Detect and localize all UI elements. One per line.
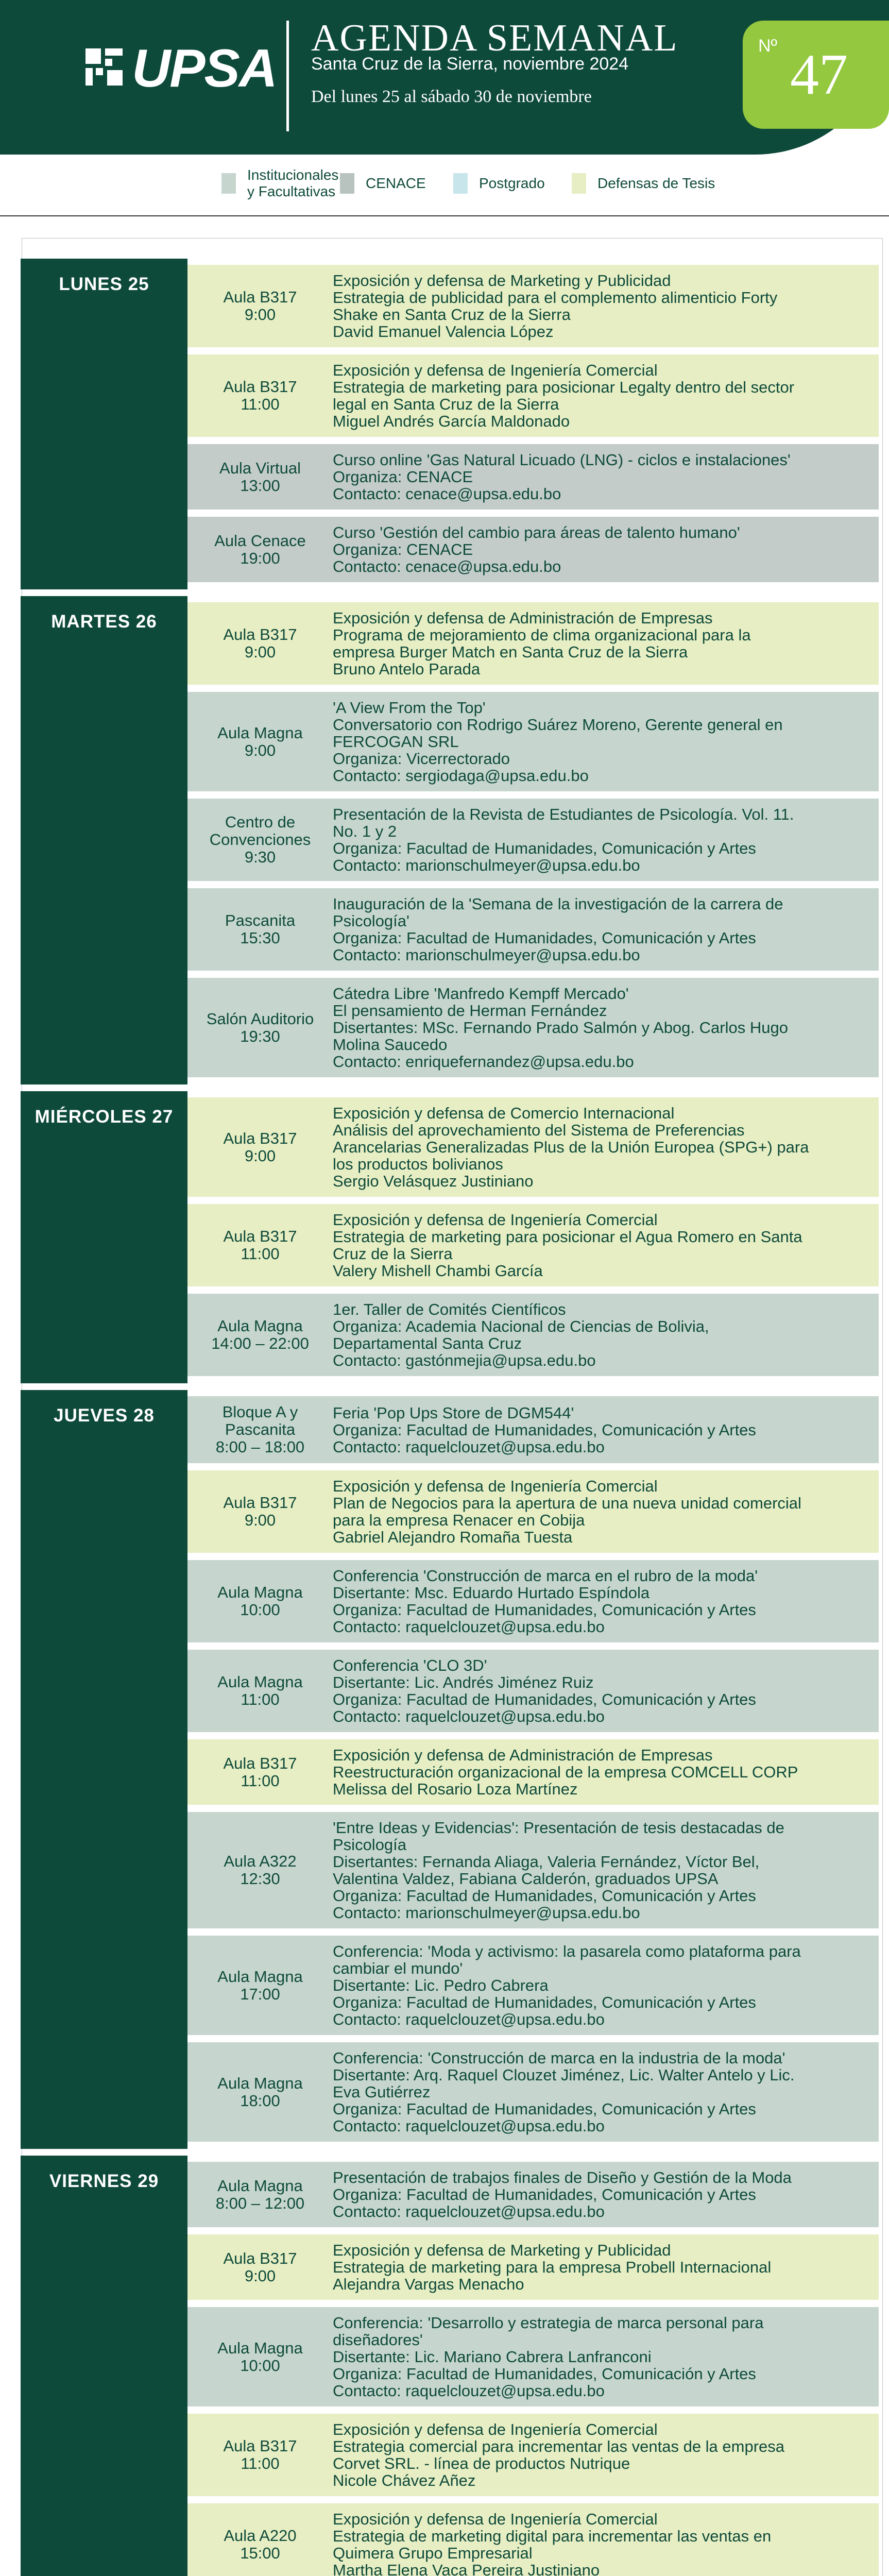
event-description-line: Contacto: cenace@upsa.edu.bo <box>333 557 561 575</box>
event-description-line: Contacto: cenace@upsa.edu.bo <box>333 485 561 503</box>
event-location-line: 11:00 <box>241 2454 280 2472</box>
event-description-line: Melissa del Rosario Loza Martínez <box>333 1780 578 1798</box>
event-description-line: Exposición y defensa de Comercio Internacional <box>333 1104 675 1122</box>
event-description-line: Conversatorio con Rodrigo Suárez Moreno, Gerente general en FERCOGAN SRL <box>333 716 783 751</box>
event-location-line: Aula B317 <box>223 288 297 306</box>
event-description-line: 'A View From the Top' <box>333 699 486 717</box>
event-description-line: Exposición y defensa de Administración de Empresas <box>333 1746 713 1764</box>
event-description-line: Conferencia: 'Moda y activismo: la pasarela como plataforma para cambiar el mundo' <box>333 1942 801 1977</box>
event-location-line: Aula A220 <box>224 2527 297 2545</box>
legend-label-line: Defensas de Tesis <box>597 175 715 191</box>
event-description <box>333 1478 822 1546</box>
event-description-line: Disertantes: Fernanda Aliaga, Valeria Fernández, Víctor Bel, Valentina Valdez, Fabiana Calderón, graduados UPSA <box>333 1853 760 1888</box>
event-row <box>187 2503 879 2576</box>
event-location-line: Aula B317 <box>223 1227 297 1245</box>
legend-swatch <box>572 173 586 194</box>
event-row <box>187 2414 879 2496</box>
event-location-line: Aula Virtual <box>219 459 301 477</box>
event-description <box>333 2511 822 2576</box>
event-row <box>187 692 879 791</box>
event-row <box>187 354 879 437</box>
event-location-line: Aula B317 <box>223 625 297 643</box>
event-description <box>333 1943 822 2028</box>
event-description-line: Conferencia 'CLO 3D' <box>333 1656 487 1674</box>
event-description-line: Análisis del aprovechamiento del Sistema de Preferencias Arancelarias Generalizadas Plus de la Unión Europea (SPG+) para los productos bolivianos <box>333 1121 809 1173</box>
event-description-line: Disertantes: MSc. Fernando Prado Salmón y Abog. Carlos Hugo Molina Saucedo <box>333 1019 788 1054</box>
event-location-line: 8:00 – 18:00 <box>215 1438 305 1456</box>
event-location-line: Aula B317 <box>223 1129 297 1147</box>
event-location-time <box>187 2527 333 2562</box>
event-location-line: Aula Magna <box>217 1673 303 1691</box>
event-description-line: Organiza: Facultad de Humanidades, Comunicación y Artes <box>333 1690 756 1708</box>
event-description-line: Estrategia de marketing digital para incrementar las ventas en Quimera Grupo Empresarial <box>333 2527 772 2562</box>
event-description-line: Estrategia de marketing para posicionar el Agua Romero en Santa Cruz de la Sierra <box>333 1228 802 1263</box>
event-location-line: 9:00 <box>244 2266 276 2285</box>
event-location-line: Aula Magna <box>217 1967 303 1986</box>
event-row <box>187 265 879 347</box>
event-location-line: 17:00 <box>240 1985 280 2003</box>
event-description-line: Exposición y defensa de Ingeniería Comercial <box>333 2420 658 2438</box>
event-description-line: Contacto: raquelclouzet@upsa.edu.bo <box>333 2382 605 2400</box>
event-location-time <box>187 1968 333 2003</box>
event-description <box>333 895 822 963</box>
legend-label-line: y Facultativas <box>247 183 336 199</box>
event-location-line: Aula Magna <box>217 723 303 742</box>
issue-number-badge <box>743 21 889 129</box>
event-row <box>187 978 879 1077</box>
event-location-line: 11:00 <box>241 1245 280 1263</box>
day-name: MIÉRCOLES 27 <box>35 1107 174 1127</box>
legend-label-line: CENACE <box>366 175 426 191</box>
event-row <box>187 888 879 971</box>
issue-number-prefix: Nº <box>758 36 777 56</box>
event-description-line: Plan de Negocios para la apertura de una nueva unidad comercial para la empresa Renacer en Cobija <box>333 1494 801 1529</box>
event-description-line: Exposición y defensa de Marketing y Publicidad <box>333 2241 671 2259</box>
event-row <box>187 1560 879 1642</box>
event-description-line: Conferencia: 'Desarrollo y estrategia de marca personal para diseñadores' <box>333 2314 764 2349</box>
event-description <box>333 272 822 340</box>
event-location-line: 13:00 <box>240 476 280 495</box>
event-description-line: Cátedra Libre 'Manfredo Kempff Mercado' <box>333 985 629 1003</box>
event-description-line: Exposición y defensa de Ingeniería Comercial <box>333 1211 658 1229</box>
event-row <box>187 1204 879 1286</box>
event-description-line: Reestructuración organizacional de la empresa COMCELL CORP <box>333 1763 798 1781</box>
event-location-line: Aula Cenace <box>214 531 306 550</box>
event-description-line: Exposición y defensa de Ingeniería Comercial <box>333 2510 658 2528</box>
event-description-line: Organiza: Academia Nacional de Ciencias de Bolivia, Departamental Santa Cruz <box>333 1317 709 1352</box>
event-description-line: Contacto: sergiodaga@upsa.edu.bo <box>333 767 589 785</box>
event-location-line: 9:30 <box>244 848 276 866</box>
event-description-line: Exposición y defensa de Ingeniería Comercial <box>333 361 658 379</box>
event-location-line: 19:30 <box>240 1027 280 1045</box>
event-description-line: Presentación de trabajos finales de Diseño y Gestión de la Moda <box>333 2168 792 2187</box>
upsa-logo <box>82 39 277 102</box>
legend-item <box>340 164 426 203</box>
event-location-line: Aula B317 <box>223 2437 297 2455</box>
event-location-line: 14:00 – 22:00 <box>211 1334 309 1352</box>
event-row <box>187 602 879 685</box>
event-location-line: 9:00 <box>244 741 276 759</box>
event-description <box>333 1567 822 1635</box>
event-location-line: 10:00 <box>240 2356 280 2375</box>
event-description-line: Martha Elena Vaca Pereira Justiniano <box>333 2561 600 2576</box>
event-row <box>187 2042 879 2142</box>
legend-label <box>247 167 338 200</box>
day-events <box>187 1390 879 2149</box>
event-row <box>187 1650 879 1732</box>
event-row <box>187 2307 879 2406</box>
event-description-line: Bruno Antelo Parada <box>333 660 481 678</box>
legend <box>0 164 889 203</box>
event-location-line: Aula B317 <box>223 2249 297 2267</box>
event-description <box>333 362 822 430</box>
day-block <box>21 1091 879 1383</box>
event-description-line: Alejandra Vargas Menacho <box>333 2275 524 2293</box>
event-location-time <box>187 1010 333 1045</box>
event-description-line: Curso 'Gestión del cambio para áreas de talento humano' <box>333 523 740 541</box>
event-description <box>333 806 822 874</box>
event-location-time <box>187 2075 333 2110</box>
event-location-line: Aula Magna <box>217 1583 303 1601</box>
weekly-schedule <box>21 259 879 2576</box>
event-description-line: Curso online 'Gas Natural Licuado (LNG) - ciclos e instalaciones' <box>333 451 791 469</box>
event-description-line: Exposición y defensa de Administración de Empresas <box>333 609 713 627</box>
agenda-title: AGENDA SEMANAL <box>311 17 678 59</box>
event-location-line: 10:00 <box>240 1601 280 1619</box>
event-location-time <box>187 532 333 567</box>
event-description-line: Feria 'Pop Ups Store de DGM544' <box>333 1403 574 1422</box>
event-location-time <box>187 1130 333 1165</box>
event-description-line: Organiza: Facultad de Humanidades, Comunicación y Artes <box>333 2365 756 2383</box>
event-description-line: Contacto: raquelclouzet@upsa.edu.bo <box>333 1707 605 1725</box>
event-location-line: 9:00 <box>244 1146 276 1165</box>
event-description-line: Conferencia: 'Construcción de marca en la industria de la moda' <box>333 2049 785 2067</box>
event-description-line: Contacto: marionschulmeyer@upsa.edu.bo <box>333 1904 640 1922</box>
event-description <box>333 2049 822 2134</box>
event-location-time <box>187 1673 333 1708</box>
legend-label <box>479 175 545 192</box>
event-location-line: Convenciones <box>209 831 311 849</box>
event-location-time <box>187 2437 333 2472</box>
legend-label <box>597 175 715 192</box>
day-name: LUNES 25 <box>59 274 149 294</box>
event-description-line: El pensamiento de Herman Fernández <box>333 1002 607 1020</box>
event-description-line: Conferencia 'Construcción de marca en el rubro de la moda' <box>333 1567 758 1585</box>
day-header <box>21 1091 187 1383</box>
agenda-date-range: Del lunes 25 al sábado 30 de noviembre <box>311 87 592 106</box>
event-description-line: Estrategia comercial para incrementar las ventas de la empresa Corvet SRL. - línea de productos Nutrique <box>333 2437 785 2472</box>
event-description <box>333 985 822 1070</box>
event-description <box>333 451 822 502</box>
event-description <box>333 1747 822 1798</box>
event-row <box>187 1936 879 2035</box>
event-description <box>333 1301 822 1369</box>
event-row <box>187 1294 879 1376</box>
event-description-line: David Emanuel Valencia López <box>333 323 554 341</box>
legend-label-line: Postgrado <box>479 175 545 191</box>
event-description-line: Organiza: CENACE <box>333 468 473 486</box>
event-description-line: Disertante: Lic. Pedro Cabrera <box>333 1976 549 1994</box>
event-location-line: Aula B317 <box>223 378 297 396</box>
event-location-line: 11:00 <box>241 1690 280 1708</box>
legend-swatch <box>340 173 354 194</box>
day-block <box>21 596 879 1084</box>
legend-label <box>366 175 426 192</box>
event-location-time <box>187 1317 333 1352</box>
event-location-line: 12:30 <box>240 1870 280 1888</box>
upsa-logo-icon <box>82 45 126 89</box>
event-description-line: Inauguración de la 'Semana de la investigación de la carrera de Psicología' <box>333 895 783 930</box>
legend-item <box>572 164 715 203</box>
event-description <box>333 609 822 677</box>
event-description-line: Disertante: Msc. Eduardo Hurtado Espíndola <box>333 1584 650 1602</box>
event-description-line: 'Entre Ideas y Evidencias': Presentación de tesis destacadas de Psicología <box>333 1819 784 1854</box>
day-header <box>21 259 187 589</box>
event-location-line: 18:00 <box>240 2091 280 2110</box>
event-location-time <box>187 378 333 413</box>
event-location-line: Aula Magna <box>217 1317 303 1335</box>
event-description-line: Miguel Andrés García Maldonado <box>333 412 570 430</box>
event-location-time <box>187 814 333 866</box>
day-events <box>187 259 879 589</box>
event-description-line: Estrategia de publicidad para el complemento alimenticio Forty Shake en Santa Cruz de la Sierra <box>333 289 778 324</box>
event-location-line: Aula Magna <box>217 2338 303 2357</box>
event-description-line: Organiza: Facultad de Humanidades, Comunicación y Artes <box>333 1993 756 2011</box>
event-description-line: Disertante: Lic. Mariano Cabrera Lanfranconi <box>333 2348 652 2366</box>
legend-swatch <box>453 173 468 194</box>
event-location-time <box>187 1853 333 1888</box>
event-description-line: Organiza: Facultad de Humanidades, Comunicación y Artes <box>333 1420 756 1439</box>
issue-number: 47 <box>790 43 848 107</box>
event-description-line: Nicole Chávez Añez <box>333 2471 476 2489</box>
event-location-time <box>187 2250 333 2285</box>
event-row <box>187 1396 879 1463</box>
event-location-line: Bloque A y <box>222 1403 298 1421</box>
event-description-line: Presentación de la Revista de Estudiantes de Psicología. Vol. 11. No. 1 y 2 <box>333 805 794 840</box>
event-row <box>187 1739 879 1805</box>
event-row <box>187 444 879 510</box>
event-location-time <box>187 1755 333 1790</box>
event-row <box>187 1812 879 1928</box>
event-description-line: Gabriel Alejandro Romaña Tuesta <box>333 1528 573 1546</box>
event-description <box>333 524 822 575</box>
event-row <box>187 1470 879 1553</box>
event-description-line: Disertante: Lic. Andrés Jiménez Ruiz <box>333 1673 594 1691</box>
event-location-line: Aula B317 <box>223 1754 297 1772</box>
event-description-line: Sergio Velásquez Justiniano <box>333 1172 534 1190</box>
event-description-line: Exposición y defensa de Ingeniería Comercial <box>333 1477 658 1495</box>
event-row <box>187 2162 879 2227</box>
event-description-line: Organiza: Facultad de Humanidades, Comunicación y Artes <box>333 1601 756 1619</box>
legend-item <box>221 164 338 203</box>
event-description-line: Contacto: marionschulmeyer@upsa.edu.bo <box>333 856 640 874</box>
event-location-line: Aula Magna <box>217 2176 303 2195</box>
event-location-line: 15:30 <box>240 929 280 947</box>
event-description-line: Valery Mishell Chambi García <box>333 1262 543 1280</box>
event-description-line: Organiza: Facultad de Humanidades, Comunicación y Artes <box>333 839 756 857</box>
event-description-line: Estrategia de marketing para la empresa Probell Internacional <box>333 2258 772 2276</box>
event-description-line: Organiza: Facultad de Humanidades, Comunicación y Artes <box>333 2185 756 2204</box>
event-description-line: Organiza: CENACE <box>333 540 473 558</box>
day-name: MARTES 26 <box>51 612 157 632</box>
event-description-line: Organiza: Facultad de Humanidades, Comunicación y Artes <box>333 929 756 947</box>
event-location-line: 11:00 <box>241 395 280 413</box>
event-description <box>333 1105 822 1190</box>
event-description-line: Estrategia de marketing para posicionar Legalty dentro del sector legal en Santa Cruz de la Sierra <box>333 378 795 413</box>
event-location-line: 9:00 <box>244 643 276 661</box>
day-block <box>21 259 879 589</box>
day-events <box>187 2156 879 2576</box>
day-block <box>21 2156 879 2576</box>
day-header <box>21 1390 187 2149</box>
upsa-logo-text: UPSA <box>132 39 277 98</box>
event-description-line: Contacto: raquelclouzet@upsa.edu.bo <box>333 1437 605 1456</box>
event-description <box>333 1404 822 1455</box>
legend-label-line: Institucionales <box>247 167 339 183</box>
event-location-time <box>187 912 333 947</box>
event-location-time <box>187 2340 333 2375</box>
event-location-line: 8:00 – 12:00 <box>215 2194 305 2212</box>
day-events <box>187 596 879 1084</box>
event-description-line: Contacto: raquelclouzet@upsa.edu.bo <box>333 2010 605 2028</box>
event-row <box>187 799 879 881</box>
event-description-line: Organiza: Vicerrectorado <box>333 750 510 768</box>
event-description-line: Contacto: raquelclouzet@upsa.edu.bo <box>333 1618 605 1636</box>
event-row <box>187 517 879 582</box>
day-events <box>187 1091 879 1383</box>
event-location-line: Aula A322 <box>224 1852 297 1870</box>
event-location-time <box>187 2177 333 2212</box>
day-header <box>21 596 187 1084</box>
event-description-line: Contacto: raquelclouzet@upsa.edu.bo <box>333 2117 605 2135</box>
event-location-line: Salón Auditorio <box>206 1009 314 1028</box>
event-description-line: Programa de mejoramiento de clima organizacional para la empresa Burger Match en Santa Cruz de la Sierra <box>333 626 751 661</box>
agenda-subtitle: Santa Cruz de la Sierra, noviembre 2024 <box>311 54 629 74</box>
event-row <box>187 1097 879 1197</box>
event-description <box>333 699 822 784</box>
legend-swatch <box>221 173 236 194</box>
event-location-time <box>187 1584 333 1619</box>
event-row <box>187 2234 879 2300</box>
event-description-line: Contacto: gastónmejia@upsa.edu.bo <box>333 1351 596 1369</box>
event-location-time <box>187 1494 333 1529</box>
event-description <box>333 1657 822 1725</box>
day-block <box>21 1390 879 2149</box>
event-description <box>333 2421 822 2489</box>
event-description-line: Exposición y defensa de Marketing y Publicidad <box>333 272 671 290</box>
header-divider <box>286 21 289 131</box>
event-location-line: 19:00 <box>240 549 280 567</box>
event-description <box>333 1211 822 1279</box>
event-description-line: Contacto: raquelclouzet@upsa.edu.bo <box>333 2202 605 2221</box>
event-location-time <box>187 1403 333 1456</box>
event-location-line: Aula B317 <box>223 1494 297 1512</box>
day-name: VIERNES 29 <box>49 2171 159 2191</box>
legend-item <box>453 164 545 203</box>
event-description-line: Organiza: Facultad de Humanidades, Comunicación y Artes <box>333 1887 756 1905</box>
event-location-time <box>187 289 333 324</box>
event-location-time <box>187 460 333 495</box>
event-location-line: Pascanita <box>225 911 296 929</box>
event-description-line: 1er. Taller de Comités Científicos <box>333 1300 566 1318</box>
event-description-line: Contacto: enriquefernandez@upsa.edu.bo <box>333 1053 634 1071</box>
day-name: JUEVES 28 <box>54 1405 155 1426</box>
event-description <box>333 2242 822 2293</box>
event-description <box>333 2169 822 2220</box>
day-header <box>21 2156 187 2576</box>
event-location-line: Pascanita <box>225 1420 296 1438</box>
legend-divider <box>0 215 889 216</box>
event-location-line: Aula Magna <box>217 2074 303 2092</box>
event-location-line: 15:00 <box>240 2544 280 2562</box>
event-description-line: Disertante: Arq. Raquel Clouzet Jiménez, Lic. Walter Antelo y Lic. Eva Gutiérrez <box>333 2066 795 2101</box>
event-location-time <box>187 626 333 661</box>
event-description <box>333 1819 822 1921</box>
event-location-line: 9:00 <box>244 306 276 324</box>
event-description-line: Contacto: marionschulmeyer@upsa.edu.bo <box>333 946 640 964</box>
event-location-line: 9:00 <box>244 1511 276 1529</box>
event-description <box>333 2314 822 2399</box>
event-description-line: Organiza: Facultad de Humanidades, Comunicación y Artes <box>333 2100 756 2118</box>
event-location-time <box>187 724 333 759</box>
event-location-time <box>187 1228 333 1263</box>
event-location-line: Centro de <box>225 813 296 831</box>
event-location-line: 11:00 <box>241 1771 280 1790</box>
